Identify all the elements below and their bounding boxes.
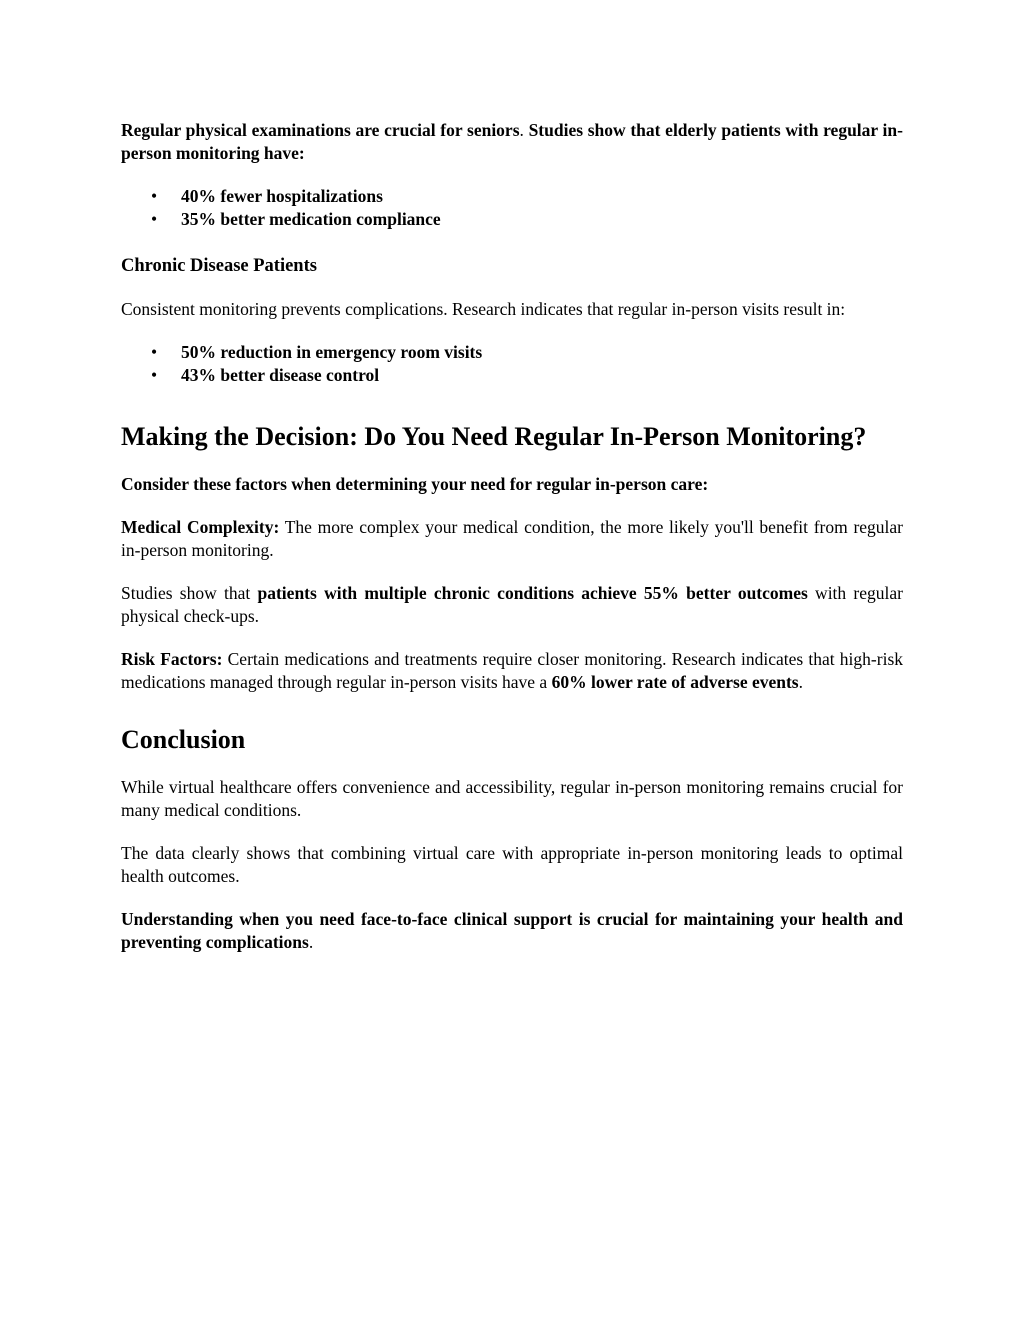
risk-factors-label: Risk Factors:	[121, 649, 223, 669]
conclusion-paragraph-2: The data clearly shows that combining virtual care with appropriate in-person monitoring leads to optimal health outcomes.	[121, 843, 903, 886]
list-item: • 43% better disease control	[151, 365, 380, 385]
list-item: • 35% better medication compliance	[151, 209, 441, 229]
chronic-stats-list	[121, 341, 903, 387]
medical-complexity-paragraph	[121, 516, 903, 562]
intro-paragraph	[121, 119, 903, 165]
conclusion-paragraph-1: While virtual healthcare offers convenience and accessibility, regular in-person monitoring remains crucial for many medical conditions.	[121, 777, 903, 820]
decision-heading: Making the Decision: Do You Need Regular In-Person Monitoring?	[121, 422, 867, 451]
intro-bold-lead: Regular physical examinations are crucial for seniors	[121, 120, 520, 140]
seniors-stats-list	[121, 185, 903, 231]
studies-paragraph: Studies show that patients with multiple chronic conditions achieve 55% better outcomes with regular physical check-ups.	[121, 583, 903, 626]
list-item: • 50% reduction in emergency room visits	[151, 342, 483, 362]
list-item: • 40% fewer hospitalizations	[151, 186, 383, 206]
chronic-heading: Chronic Disease Patients	[121, 256, 317, 276]
conclusion-heading: Conclusion	[121, 725, 246, 754]
medical-complexity-label: Medical Complexity:	[121, 517, 280, 537]
bullet-icon: •	[151, 342, 158, 362]
risk-factors-paragraph: Risk Factors: Certain medications and treatments require closer monitoring. Research indicates that high-risk medications managed through regular in-person visits have a 60% lower rate of adverse events.	[121, 649, 904, 692]
decision-lead: Consider these factors when determining your need for regular in-person care:	[121, 474, 709, 494]
medical-complexity-text: The more complex your medical condition, the more likely you'll benefit from regular in-person monitoring.	[121, 517, 903, 560]
bullet-icon: •	[151, 365, 158, 385]
intro-separator: .	[519, 120, 529, 140]
bullet-icon: •	[151, 209, 158, 229]
studies-bold: patients with multiple chronic conditions achieve 55% better outcomes	[257, 583, 808, 603]
document-page	[121, 119, 903, 954]
bullet-icon: •	[151, 186, 158, 206]
intro-bold-rest: Studies show that elderly patients with regular in-person monitoring have:	[121, 120, 903, 163]
risk-bold: 60% lower rate of adverse events	[551, 672, 799, 692]
conclusion-bold: Understanding when you need face-to-face clinical support is crucial for maintaining your health and preventing complications	[121, 909, 903, 952]
conclusion-paragraph-3: Understanding when you need face-to-face clinical support is crucial for maintaining your health and preventing complications.	[121, 909, 903, 952]
chronic-paragraph: Consistent monitoring prevents complications. Research indicates that regular in-person visits result in:	[121, 299, 846, 319]
